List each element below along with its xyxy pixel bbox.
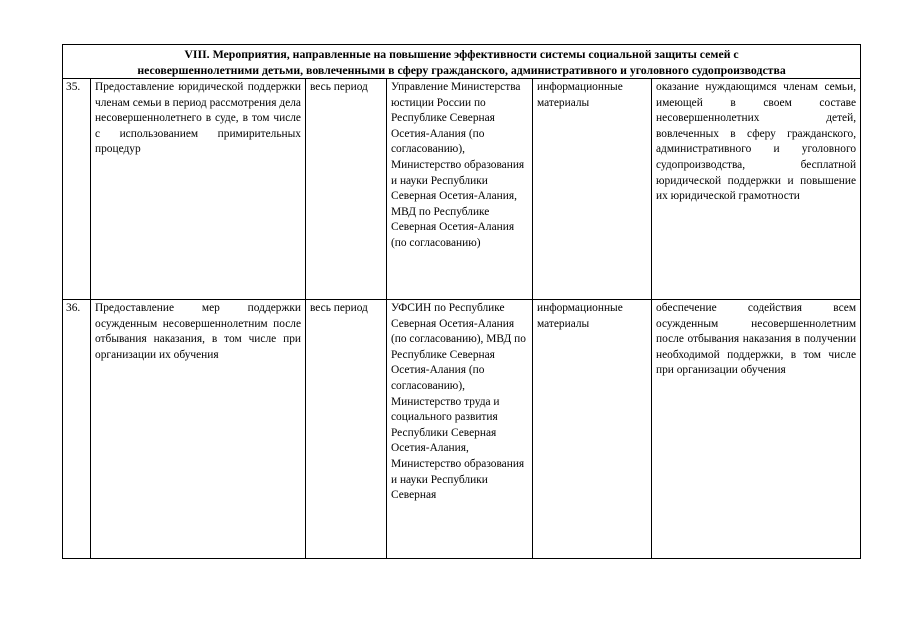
measures-table	[62, 44, 861, 559]
period-cell: весь период	[306, 300, 387, 559]
table-row	[63, 300, 861, 559]
executors-cell: Управление Министерства юстиции России по Республике Северная Осетия-Алания (по согласованию), Министерство образования и науки Республики Северная Осетия-Алания, МВД по Республике Северная Осетия-Алания (по согласованию)	[387, 79, 533, 300]
result-cell: обеспечение содействия всем осужденным несовершеннолетним после отбывания наказания в получении необходимой поддержки, в том числе при организации обучения	[652, 300, 861, 559]
result-cell: оказание нуждающимся членам семьи, имеющей в своем составе несовершеннолетних детей, вовлеченных в сферу гражданского, административного и уголовного судопроизводства, бесплатной юридической поддержки и повышение их юридической грамотности	[652, 79, 861, 300]
section-title-line-2: несовершеннолетними детьми, вовлеченными в сферу гражданского, административного и уголовного судопроизводства	[137, 63, 786, 77]
section-title	[63, 45, 861, 79]
executors-cell: УФСИН по Республике Северная Осетия-Алания (по согласованию), МВД по Республике Северная Осетия-Алания (по согласованию), Министерство труда и социального развития Республики Северная Осетия-Алания, Министерство образования и науки Республики Северная	[387, 300, 533, 559]
row-number: 35.	[63, 79, 91, 300]
measure-cell: Предоставление мер поддержки осужденным несовершеннолетним после отбывания наказания, в том числе при организации их обучения	[91, 300, 306, 559]
table-row	[63, 79, 861, 300]
form-cell: информационные материалы	[533, 79, 652, 300]
measure-cell: Предоставление юридической поддержки членам семьи в период рассмотрения дела несовершеннолетнего в суде, в том числе с использованием примирительных процедур	[91, 79, 306, 300]
row-number: 36.	[63, 300, 91, 559]
form-cell: информационные материалы	[533, 300, 652, 559]
section-header-row	[63, 45, 861, 79]
section-title-line-1: VIII. Мероприятия, направленные на повышение эффективности системы социальной защиты семей с	[184, 47, 739, 61]
period-cell: весь период	[306, 79, 387, 300]
